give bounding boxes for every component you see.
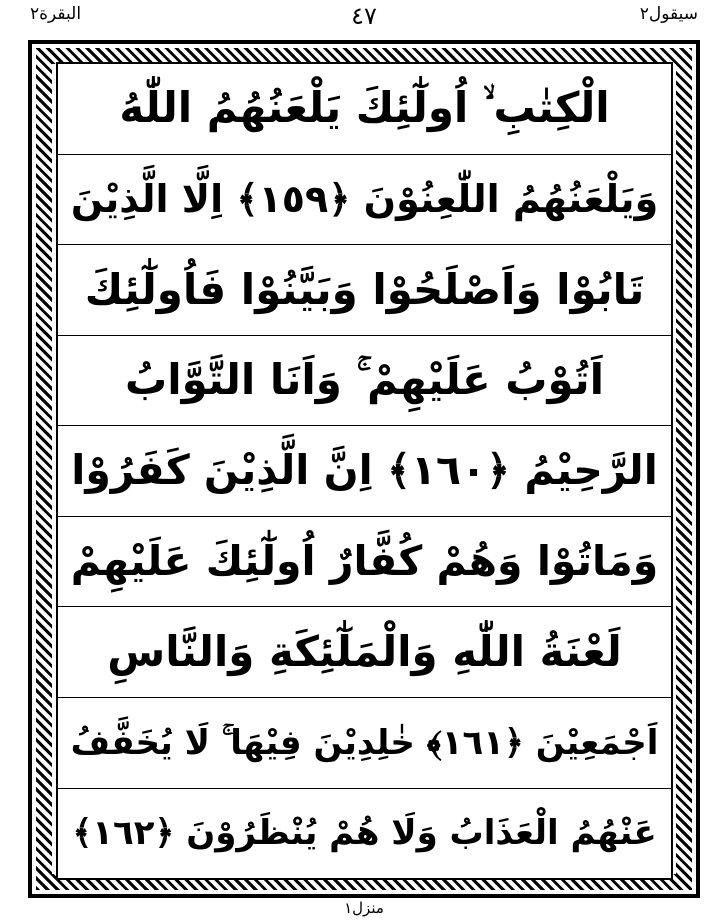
text-line — [58, 64, 671, 155]
page-number: ٤٧ — [351, 2, 377, 30]
text-line — [58, 789, 671, 879]
line-text: اَتُوْبُ عَلَيْهِمْ ۚ وَاَنَا التَّوَّابُ — [125, 355, 605, 405]
text-area — [56, 62, 673, 880]
line-text: لَعْنَةُ اللّٰهِ وَالْمَلٰٓئِكَةِ وَالنَّاسِ — [107, 626, 622, 676]
text-line — [58, 426, 671, 517]
line-text: عَنْهُمُ الْعَذَابُ وَلَا هُمْ يُنْظَرُوْنَ ﴿١٦٢﴾ — [72, 813, 657, 854]
text-line — [58, 155, 671, 246]
text-line — [58, 245, 671, 336]
text-line — [58, 607, 671, 698]
manzil-label: منزل١ — [344, 899, 384, 917]
line-text: وَيَلْعَنُهُمُ اللّٰعِنُوْنَ ﴿١٥٩﴾ اِلَّا الَّذِيْنَ — [70, 176, 659, 221]
surah-name: البقرة٢ — [30, 4, 82, 24]
text-line — [58, 517, 671, 608]
line-text: الْكِتٰبِ ۙ اُولٰٓئِكَ يَلْعَنُهُمُ اللّٰهُ — [119, 83, 610, 133]
para-name: سيقول٢ — [639, 4, 698, 24]
text-line — [58, 698, 671, 789]
line-text: الرَّحِيْمُ ﴿١٦٠﴾ اِنَّ الَّذِيْنَ كَفَرُوْا — [71, 446, 658, 495]
line-text: اَجْمَعِيْنَ ﴿١٦١﴾ خٰلِدِيْنَ فِيْهَا ۚ لَا يُخَفَّفُ — [70, 722, 659, 763]
text-line — [58, 336, 671, 427]
line-text: تَابُوْا وَاَصْلَحُوْا وَبَيَّنُوْا فَاُولٰٓئِكَ — [84, 264, 645, 314]
line-text: وَمَاتُوْا وَهُمْ كُفَّارٌ اُولٰٓئِكَ عَلَيْهِمْ — [70, 536, 659, 585]
